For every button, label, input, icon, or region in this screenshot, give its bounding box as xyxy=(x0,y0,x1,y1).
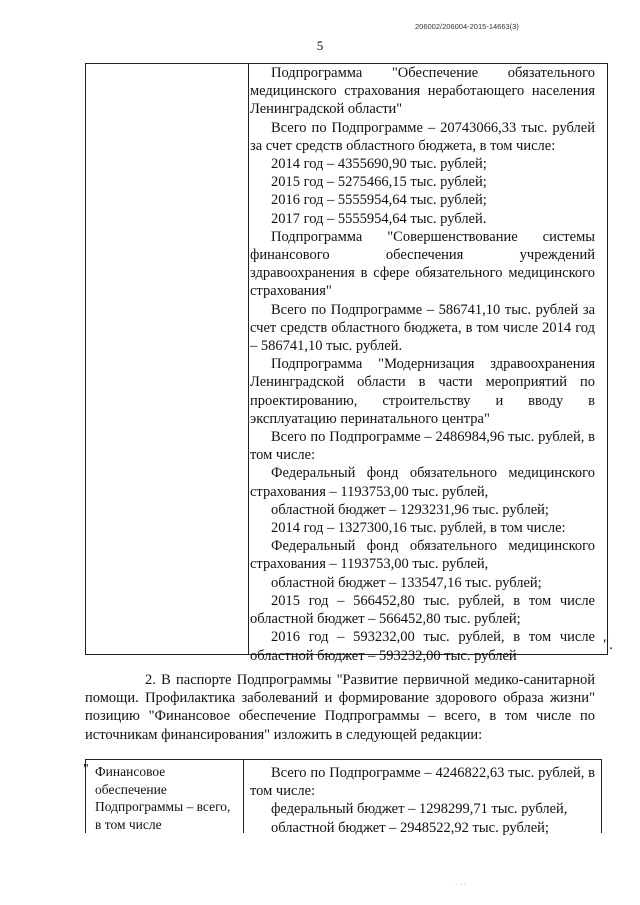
table1-paragraph: 2016 год – 593232,00 тыс. рублей, в том числе областной бюджет – 593232,00 тыс. рублей xyxy=(250,629,595,664)
table1-paragraph: 2017 год – 5555954,64 тыс. рублей. xyxy=(271,210,487,227)
scan-artifact: ... xyxy=(455,878,468,887)
page-number: 5 xyxy=(316,38,324,53)
opening-quote-mark: " xyxy=(83,762,89,777)
table1-paragraph: 2014 год – 4355690,90 тыс. рублей; xyxy=(271,156,487,173)
table1-paragraph: Всего по Подпрограмме – 20743066,33 тыс. рублей за счет средств областного бюджета, в том числе: xyxy=(250,119,595,154)
table1-paragraph: 2015 год – 5275466,15 тыс. рублей; xyxy=(271,174,487,191)
amendment-paragraph xyxy=(85,671,595,744)
table1-paragraph: Подпрограмма "Обеспечение обязательного медицинского страхования неработающего населения Ленинградской области" xyxy=(250,65,595,118)
passport-table-label: Финансовое обеспечение Подпрограммы – всего, в том числе xyxy=(95,764,231,832)
financing-table-body xyxy=(250,64,595,665)
table1-paragraph: областной бюджет – 133547,16 тыс. рублей; xyxy=(271,574,542,591)
table2-paragraph: Всего по Подпрограмме – 4246822,63 тыс. рублей, в том числе: xyxy=(250,765,595,800)
table1-paragraph: областной бюджет – 1293231,96 тыс. рублей; xyxy=(271,501,549,518)
table1-paragraph: 2015 год – 566452,80 тыс. рублей, в том числе областной бюджет – 566452,80 тыс. рублей; xyxy=(250,592,595,628)
table1-paragraph: Подпрограмма "Совершенствование системы финансового обеспечения учреждений здравоохранения в сфере обязательного медицинского страхования" xyxy=(250,228,595,300)
table2-paragraph: федеральный бюджет – 1298299,71 тыс. рублей, xyxy=(271,801,568,818)
table2-paragraph: областной бюджет – 2948522,92 тыс. рублей; xyxy=(271,819,549,836)
table1-paragraph: Федеральный фонд обязательного медицинского страхования – 1193753,00 тыс. рублей, xyxy=(250,538,595,573)
column-divider xyxy=(248,64,249,654)
column-divider xyxy=(243,760,244,833)
table1-paragraph: Всего по Подпрограмме – 2486984,96 тыс. рублей, в том числе: xyxy=(250,429,595,464)
passport-table-body xyxy=(250,764,595,837)
table1-paragraph: Подпрограмма "Модернизация здравоохранения Ленинградской области в части мероприятий по проектированию, строительству и вводу в эксплуатацию перинатального центра" xyxy=(250,356,595,427)
paragraph-2-text: 2. В паспорте Подпрограммы "Развитие первичной медико-санитарной помощи. Профилактика заболеваний и формирование здорового образа жизни" позицию "Финансовое обеспечение Подпрограммы – всего, в том числе по источникам финансирования" изложить в следующей редакции: xyxy=(85,672,595,743)
table1-paragraph: Всего по Подпрограмме – 586741,10 тыс. рублей за счет средств областного бюджета, в том числе 2014 год – 586741,10 тыс. рублей. xyxy=(250,301,595,355)
closing-quote-mark: ". xyxy=(603,637,613,653)
table1-paragraph: Федеральный фонд обязательного медицинского страхования – 1193753,00 тыс. рублей, xyxy=(250,465,595,500)
document-id: 206002/206004-2015-14663(3) xyxy=(415,22,519,31)
table1-paragraph: 2016 год – 5555954,64 тыс. рублей; xyxy=(271,192,487,209)
table1-paragraph: 2014 год – 1327300,16 тыс. рублей, в том числе: xyxy=(271,520,566,537)
